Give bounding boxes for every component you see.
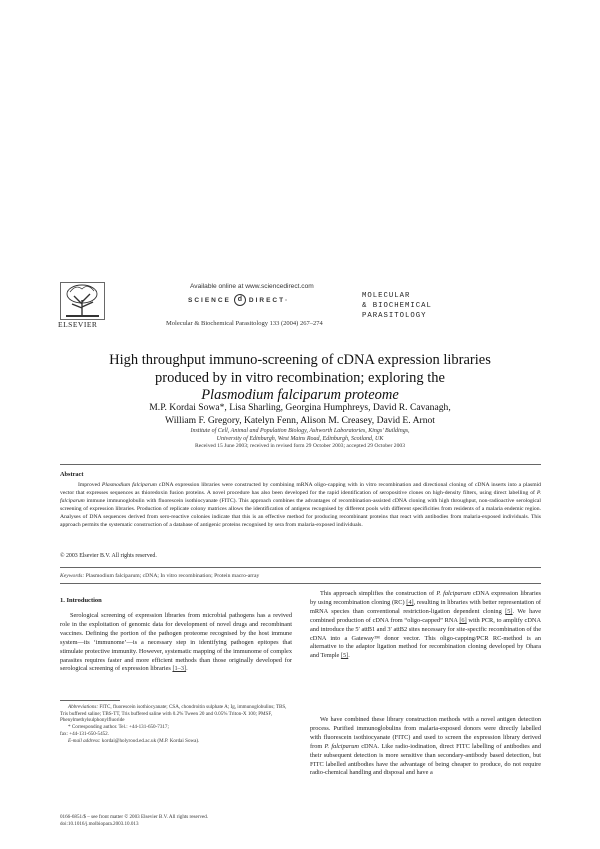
section-heading-introduction: 1. Introduction (60, 597, 102, 604)
issn-line: 0166-6851/$ – see front matter © 2003 Elsevier B.V. All rights reserved. (60, 814, 209, 820)
keywords-text: Plasmodium falciparum; cDNA; In vitro recombination; Protein macro-array (84, 573, 260, 579)
journal-logo-line: & BIOCHEMICAL (362, 302, 432, 310)
species-name: P. falciparum (436, 590, 471, 597)
abbreviations-footnote (60, 704, 290, 724)
citation-link[interactable]: [6] (459, 616, 467, 624)
abstract-text: immune immunoglobulin with fluorescein isothiocyanate (FITC). This approach combines the advantages of recombination-assisted cDNA cloning with high throughput, non-radioactive serological screening of expression libraries. Production of replicate colony matrices allows the identification of antigens recognised by different pools with different specificities from residents of a malaria endemic region. Analyses of DNA sequences derived from sero-reactive colonies indicate that this is an effective method for producing recombinant proteins that react with antibodies from malaria-exposed individuals. This approach permits the systematic construction of a database of antigenic proteins recognised by sera from malaria-exposed individuals. (60, 498, 541, 529)
abstract-heading: Abstract (60, 471, 84, 478)
article-title (60, 352, 540, 405)
title-line: High throughput immuno-screening of cDNA expression libraries (109, 352, 491, 368)
copyright-notice: © 2003 Elsevier B.V. All rights reserved. (60, 553, 157, 559)
corresponding-author: * Corresponding author. Tel.: +44-131-650-7317; (68, 724, 169, 731)
body-text: This approach simplifies the construction of (320, 590, 437, 597)
body-text: cDNA. Like radio-iodination, direct FITC labelling of antibodies and their subsequent detection is more sensitive than secondary-antibody based detection, but FITC labelled antibodies have the advantage of being cheaper to produce, do not require radio-chemical handling and disposal and have a (310, 742, 541, 777)
citation-link[interactable]: [1–3] (172, 665, 187, 673)
divider (60, 567, 541, 568)
journal-reference: Molecular & Biochemical Parasitology 133 (2004) 267–274 (166, 320, 323, 327)
received-dates: Received 15 June 2003; received in revised form 29 October 2003; accepted 29 October 2003 (194, 443, 405, 449)
affiliation-line: University of Edinburgh, West Mains Road, Edinburgh, Scotland, UK (216, 436, 384, 442)
abbreviations-label: Abbreviations: (68, 704, 99, 710)
authors-line: M.P. Kordai Sowa*, Lisa Sharling, Georgina Humphreys, David R. Cavanagh, (149, 402, 451, 413)
email-footnote (60, 738, 290, 745)
abstract-text: cDNA expression libraries were constructed by combining mRNA oligo-capping with in vitro recombination and directional cloning of cDNA inserts into a plasmid vector that expresses sequences as thioredoxin fusion proteins. A novel procedure has also been developed for the rapid identification of seropositive clones on high-density filters, using direct labelling of (60, 482, 542, 497)
author-list (60, 402, 540, 427)
journal-logo-line: PARASITOLOGY (362, 312, 427, 320)
body-paragraph (310, 716, 541, 778)
citation-link[interactable]: [5] (505, 607, 513, 615)
abstract-species: Plasmodium falciparum (101, 482, 157, 488)
keywords (60, 573, 259, 579)
available-online-text[interactable]: Available online at www.sciencedirect.com (190, 283, 314, 290)
affiliation (60, 427, 540, 443)
sciencedirect-left: SCIENCE (188, 296, 231, 304)
body-paragraph (310, 590, 541, 661)
body-text: cDNA expression libraries by using recombination cloning (RC) (310, 590, 541, 606)
footnotes (60, 704, 290, 744)
intro-paragraph (60, 612, 292, 674)
front-matter-info (60, 814, 208, 827)
authors-line: William F. Gregory, Katelyn Fenn, Alison M. Creasey, David E. Arnot (165, 414, 435, 426)
citation-link[interactable]: [4] (406, 598, 414, 606)
abstract-species: P. falciparum (60, 490, 541, 505)
title-line: Plasmodium falciparum proteome (201, 387, 399, 403)
body-text: with PCR, to amplify cDNA and introduce the 5′ attB1 and 3′ attB2 sites necessary for site-specific recombination of the cDNA into a Gateway™ donor vector. This oligo-capping/PCR RC-method is an alternative to the adaptor ligation method for recombination cloning developed by Ohara and Temple (310, 616, 541, 660)
footnote-divider (60, 700, 120, 701)
title-line: produced by in vitro recombination; exploring the (155, 369, 445, 386)
sciencedirect-right: DIRECT· (248, 296, 290, 304)
divider (60, 583, 541, 584)
body-text: We have combined these library construction methods with a novel antigen detection process. Purified immunoglobulins from malaria-exposed donors were directly labelled with fluorescein isothiocyanate (FITC) and used to screen the expression library derived from (310, 716, 541, 750)
body-text: . (348, 652, 350, 660)
abbreviations-text: FITC, fluorescein isothiocyanate; CSA, chondroitin sulphate A; Ig, immunoglobulins; TBS, Tris buffered saline; TBS-TT, Tris buffered saline with 0.2% Tween 20 and 0.05% Triton-X 100; PMSF, Phenylmethylsulphonylfluoride (60, 704, 287, 724)
sciencedirect-mark-icon: d (234, 294, 246, 306)
intro-text: Serological screening of expression libraries from microbial pathogens has a revived role in the exploitation of genomic data for development of novel drugs and recombinant vaccines. Defining the portion of the pathogen proteome recognised by the host immune system—its ‘immunome’—is a necessary step in identifying pathogen epitopes that stimulate protective immunity. However, systematic mapping of the immunome of complex parasites requires faster and more efficient methods than those originally developed for serological screening of expression libraries (60, 612, 292, 673)
sciencedirect-logo (188, 294, 289, 306)
intro-text: . (186, 665, 188, 673)
divider (60, 464, 541, 465)
email-address[interactable]: kordai@holyrood.ed.ac.uk (M.P. Kordai Sowa). (100, 737, 200, 744)
species-name: P. falciparum (324, 742, 359, 750)
publisher-name: ELSEVIER (58, 320, 98, 329)
email-label: E-mail address: (68, 737, 101, 744)
journal-logo (362, 291, 432, 321)
affiliation-line: Institute of Cell, Animal and Population Biology, Ashworth Laboratories, Kings' Buildings, (190, 428, 410, 434)
fax-number: fax: +44-131-650-5452. (60, 730, 109, 737)
abstract-body (60, 481, 541, 530)
abstract-text: Improved (78, 482, 102, 488)
keywords-label: Keywords: (60, 573, 85, 579)
body-text: , resulting in libraries with better representation of mRNA species than conventional restriction-ligation dependent cloning (310, 598, 541, 615)
doi-line[interactable]: doi:10.1016/j.molbiopara.2003.10.013 (60, 820, 139, 827)
citation-link[interactable]: [5] (340, 652, 349, 660)
body-text: . We have combined production of cDNA from “oligo-capped” RNA (310, 607, 541, 624)
journal-logo-line: MOLECULAR (362, 292, 411, 300)
